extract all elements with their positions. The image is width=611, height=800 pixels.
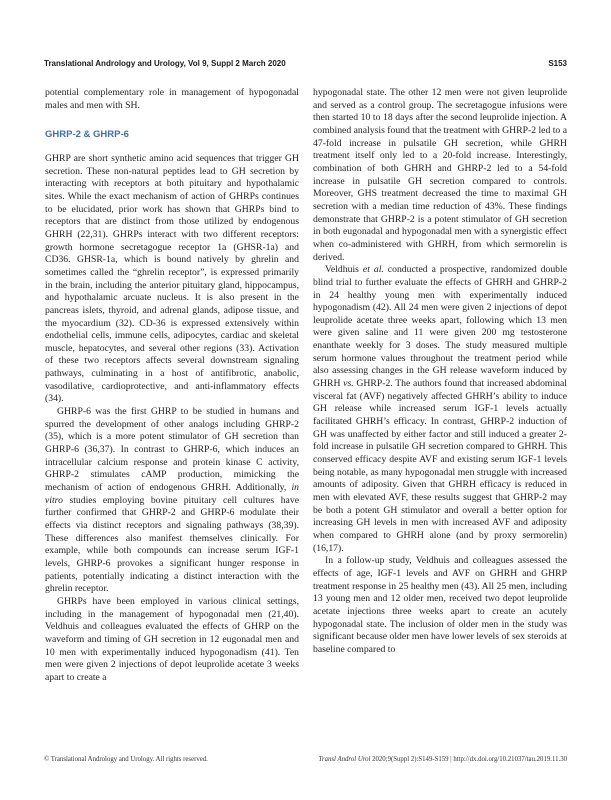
paragraph: GHRP-6 was the first GHRP to be studied in humans and spurred the development of other analogs including GHRP-2 (35), which is a more potent stimulator of GH secretion than GHRP-6 (36,37). In contrast to GHRP-6, which induces an intracellular calcium response and protein kinase C activity, GHRP-2 stimulates cAMP production, mimicking the mechanism of action of endogenous GHRH. Additionally, in vitro studies employing bovine pituitary cell cultures have further confirmed that GHRP-2 and GHRP-6 modulate their effects via distinct receptors and signaling pathways (38,39). These differences also manifest themselves clinically. For example, while both compounds can increase serum IGF-1 levels, GHRP-6 provokes a significant hunger response in patients, potentially indicating a distinct interaction with the ghrelin receptor.: [45, 406, 299, 595]
right-column: [313, 87, 567, 657]
paragraph-continuation: potential complementary role in management of hypogonadal males and men with SH.: [45, 87, 299, 111]
italic-term: et al.: [362, 264, 384, 276]
paragraph-continuation: hypogonadal state. The other 12 men were not given leuprolide and served as a control group. The secretagogue infusions were then started 10 to 18 days after the second leuprolide injection. A combined analysis found that the treatment with GHRP-2 led to a 47-fold increase in pulsatile GH secretion, while GHRH treatment itself only led to a 20-fold increase. Interestingly, combination of both GHRH and GHRP-2 led to a 54-fold increase in pulsatile GH secretion compared to controls. Moreover, GHS treatment decreased the time to maximal GH secretion with a median time reduction of 43%. These findings demonstrate that GHRP-2 is a potent stimulator of GH secretion in both eugonadal and hypogonadal men with a synergistic effect when co-administered with GHRH, from which sermorelin is derived.: [313, 87, 567, 263]
page-footer: [44, 756, 567, 768]
section-heading: GHRP-2 & GHRP-6: [45, 129, 129, 141]
running-header: [44, 59, 567, 73]
citation: Transl Androl Urol 2020;9(Suppl 2):S149-S159 | http://dx.doi.org/10.21037/tau.2019.11.30: [318, 756, 567, 763]
paragraph: In a follow-up study, Veldhuis and colleagues assessed the effects of age, IGF-1 levels and AVF on GHRH and GHRP treatment response in 25 healthy men (43). All 25 men, including 13 young men and 12 older men, received two depot leuprolide acetate injections three weeks apart to create an acutely hypogonadal state. The inclusion of older men in the study was significant because older men have lower levels of sex steroids at baseline compared to: [313, 555, 567, 655]
copyright-notice: © Translational Andrology and Urology. All rights reserved.: [44, 756, 208, 763]
left-column: [45, 87, 299, 685]
italic-term: in vitro: [45, 482, 299, 506]
journal-title: Translational Andrology and Urology, Vol 9, Suppl 2 March 2020: [44, 59, 286, 68]
paragraph: Veldhuis et al. conducted a prospective, randomized double blind trial to further evaluate the effects of GHRH and GHRP-2 in 24 healthy young men with experimentally induced hypogonadism (42). All 24 men were given 2 injections of depot leuprolide acetate three weeks apart, following which 13 men were given saline and 11 were given 200 mg testosterone enanthate weekly for 3 doses. The study measured multiple serum hormone values throughout the treatment period while also assessing changes in the GH release waveform induced by GHRH vs. GHRP-2. The authors found that increased abdominal visceral fat (AVF) negatively affected GHRH’s ability to induce GH release while increased serum IGF-1 levels actually facilitated GHRH’s efficacy. In contrast, GHRP-2 induction of GH was unaffected by either factor and still induced a greater 2-fold increase in pulsatile GH secretion compared to GHRH. This conserved efficacy despite AVF and existing serum IGF-1 levels being notable, as many hypogonadal men struggle with increased amounts of adiposity. Given that GHRH efficacy is reduced in men with elevated AVF, these results suggest that GHRP-2 may be both a potent GH stimulator and overall a better option for increasing GH levels in men with increased AVF and adiposity when compared to GHRH alone (and by proxy sermorelin) (16,17).: [313, 264, 568, 554]
page-number: S153: [548, 59, 567, 68]
italic-term: vs.: [343, 378, 354, 390]
paragraph: GHRPs have been employed in various clinical settings, including in the management of hypogonadal men (21,40). Veldhuis and colleagues evaluated the effects of GHRP on the waveform and timing of GH secretion in 12 eugonadal men and 10 men with experimentally induced hypogonadism (41). Ten men were given 2 injections of depot leuprolide acetate 3 weeks apart to create a: [45, 595, 299, 683]
paragraph: GHRP are short synthetic amino acid sequences that trigger GH secretion. These non-natural peptides lead to GH secretion by interacting with receptors at both pituitary and hypothalamic sites. While the exact mechanism of action of GHRPs continues to be elucidated, prior work has shown that GHRPs bind to receptors that are distinct from those utilized by endogenous GHRH (22,31). GHRPs interact with two different receptors: growth hormone secretagogue receptor 1a (GHSR-1a) and CD36. GHSR-1a, which is bound natively by ghrelin and sometimes called the “ghrelin receptor”, is expressed primarily in the brain, including the anterior pituitary gland, hippocampus, and hypothalamic arcuate nucleus. It is also present in the pancreas islets, thyroid, and adrenal glands, adipose tissue, and the myocardium (32). CD-36 is expressed extensively within endothelial cells, immune cells, adipocytes, cardiac and skeletal muscle, hepatocytes, and several other regions (33). Activation of these two receptors affects several downstream signaling pathways, culminating in a host of antifibrotic, anabolic, vasodilative, cardioprotective, and anti-inflammatory effects (34).: [45, 152, 299, 405]
